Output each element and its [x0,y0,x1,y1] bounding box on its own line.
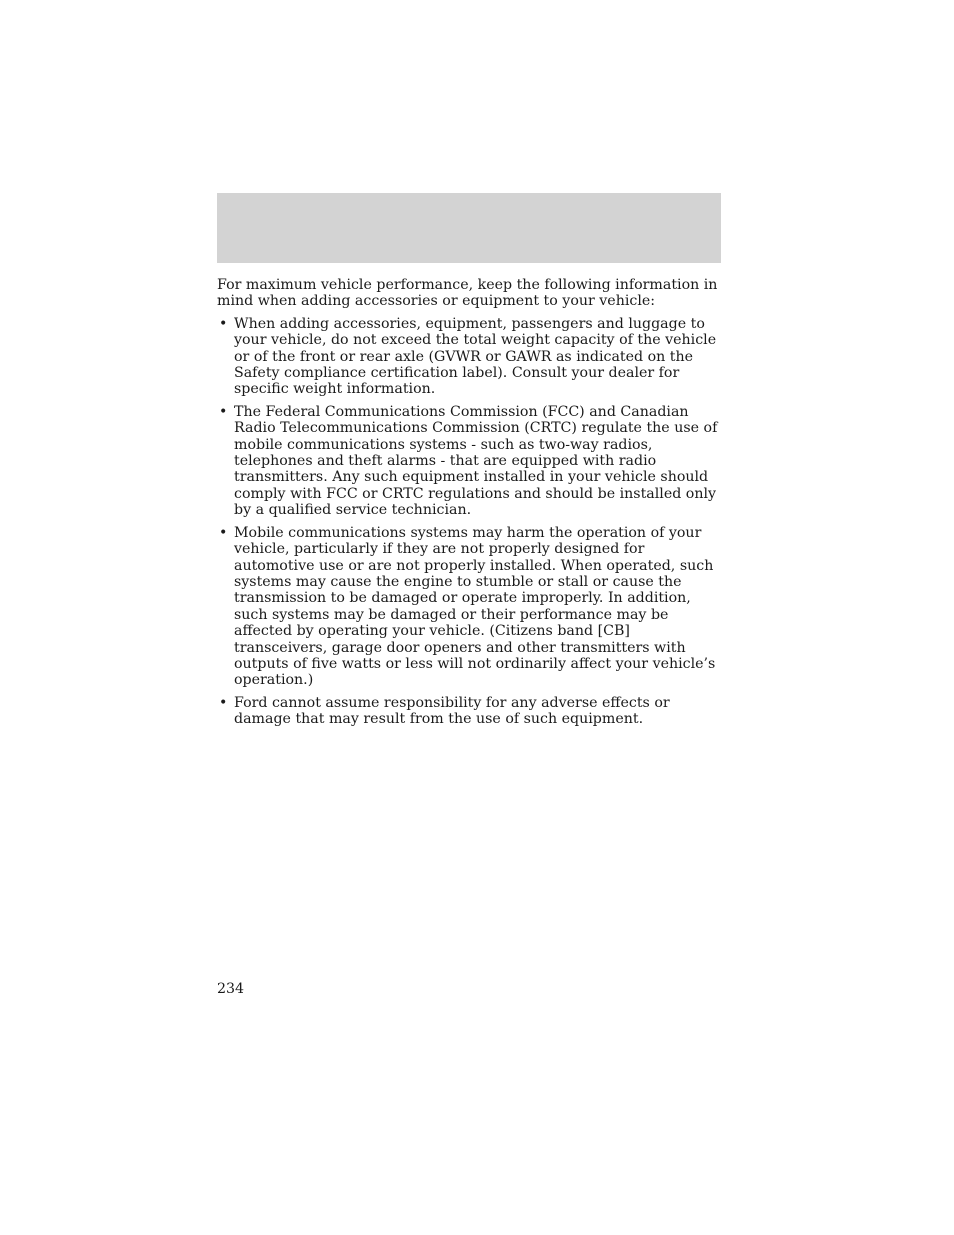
bullet-list [217,316,721,728]
bullet-icon: • [219,524,228,541]
list-item [217,695,721,728]
bullet-icon: • [219,694,228,711]
list-item [217,316,721,398]
page-content [217,277,721,734]
list-item [217,525,721,689]
intro-paragraph: For maximum vehicle performance, keep the following information in mind when adding accessories or equipment to your vehicle: [217,277,718,310]
bullet-icon: • [219,403,228,420]
bullet-icon: • [219,315,228,332]
list-item-text: Ford cannot assume responsibility for any adverse effects or damage that may result from the use of such equipment. [234,694,670,728]
list-item-text: The Federal Communications Commission (FCC) and Canadian Radio Telecommunications Commission (CRTC) regulate the use of mobile communications systems - such as two-way radios, telephones and theft alarms - that are equipped with radio transmitters. Any such equipment installed in your vehicle should comply with FCC or CRTC regulations and should be installed only by a qualified service technician. [234,403,718,519]
list-item-text: When adding accessories, equipment, passengers and luggage to your vehicle, do not exceed the total weight capacity of the vehicle or of the front or rear axle (GVWR or GAWR as indicated on the Safety compliance certification label). Consult your dealer for specific weight information. [234,315,717,398]
list-item [217,404,721,519]
list-item-text: Mobile communications systems may harm the operation of your vehicle, particularly if they are not properly designed for automotive use or are not properly installed. When operated, such systems may cause the engine to stumble or stall or cause the transmission to be damaged or operate improperly. In addition, such systems may be damaged or their performance may be affected by operating your vehicle. (Citizens band [CB] transceivers, garage door openers and other transmitters with outputs of five watts or less will not ordinarily affect your vehicle’s operation.) [234,524,716,689]
section-header-band [217,193,721,263]
page-number: 234 [217,981,245,997]
